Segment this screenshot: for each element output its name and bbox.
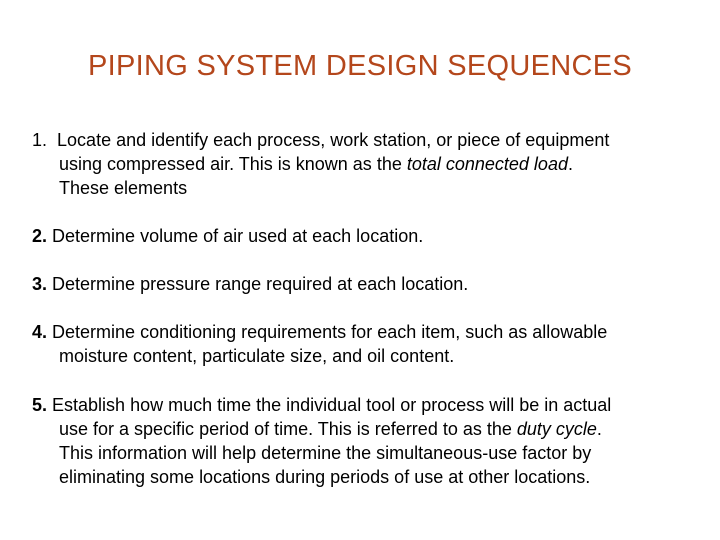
- item-2-number: 2.: [32, 226, 48, 246]
- item-5-line-3: This information will help determine the simultaneous-use factor by: [59, 443, 592, 463]
- item-2-line-1: [32, 224, 692, 248]
- item-5-line-1: [32, 393, 692, 417]
- item-1-line-1: [32, 128, 692, 152]
- list-item-2: [32, 224, 692, 248]
- item-5-line-2: [32, 417, 692, 441]
- item-5-line-2-end: .: [596, 419, 602, 439]
- item-3-line-1: [32, 272, 692, 296]
- item-1-line-2: [32, 152, 692, 176]
- item-1-line-3: These elements: [59, 178, 188, 198]
- item-4-line-2: moisture content, particulate size, and oil content.: [59, 346, 455, 366]
- item-1-line-2-end: .: [567, 154, 573, 174]
- item-4-number: 4.: [32, 322, 48, 342]
- item-1-line-2-text: using compressed air. This is known as the: [59, 154, 407, 174]
- item-5-text: Establish how much time the individual tool or process will be in actual: [52, 395, 612, 415]
- list-item-4: [32, 320, 692, 368]
- item-5-line-4: eliminating some locations during periods of use at other locations.: [59, 467, 591, 487]
- item-5-line-2-text: use for a specific period of time. This is referred to as the: [59, 419, 517, 439]
- list-item-3: [32, 272, 692, 296]
- list-item-1: [32, 128, 692, 200]
- item-5-emphasis: duty cycle: [516, 419, 597, 439]
- item-4-text: Determine conditioning requirements for each item, such as allowable: [52, 322, 608, 342]
- item-3-number: 3.: [32, 274, 48, 294]
- list-item-5: [32, 393, 692, 489]
- item-3-text: Determine pressure range required at each location.: [52, 274, 469, 294]
- item-2-text: Determine volume of air used at each location.: [52, 226, 424, 246]
- slide-title: PIPING SYSTEM DESIGN SEQUENCES: [88, 50, 632, 82]
- item-5-number: 5.: [32, 395, 48, 415]
- item-1-text: Locate and identify each process, work station, or piece of equipment: [57, 130, 610, 150]
- item-1-emphasis: total connected load: [406, 154, 568, 174]
- item-4-line-1: [32, 320, 692, 344]
- item-1-number: 1.: [32, 130, 48, 150]
